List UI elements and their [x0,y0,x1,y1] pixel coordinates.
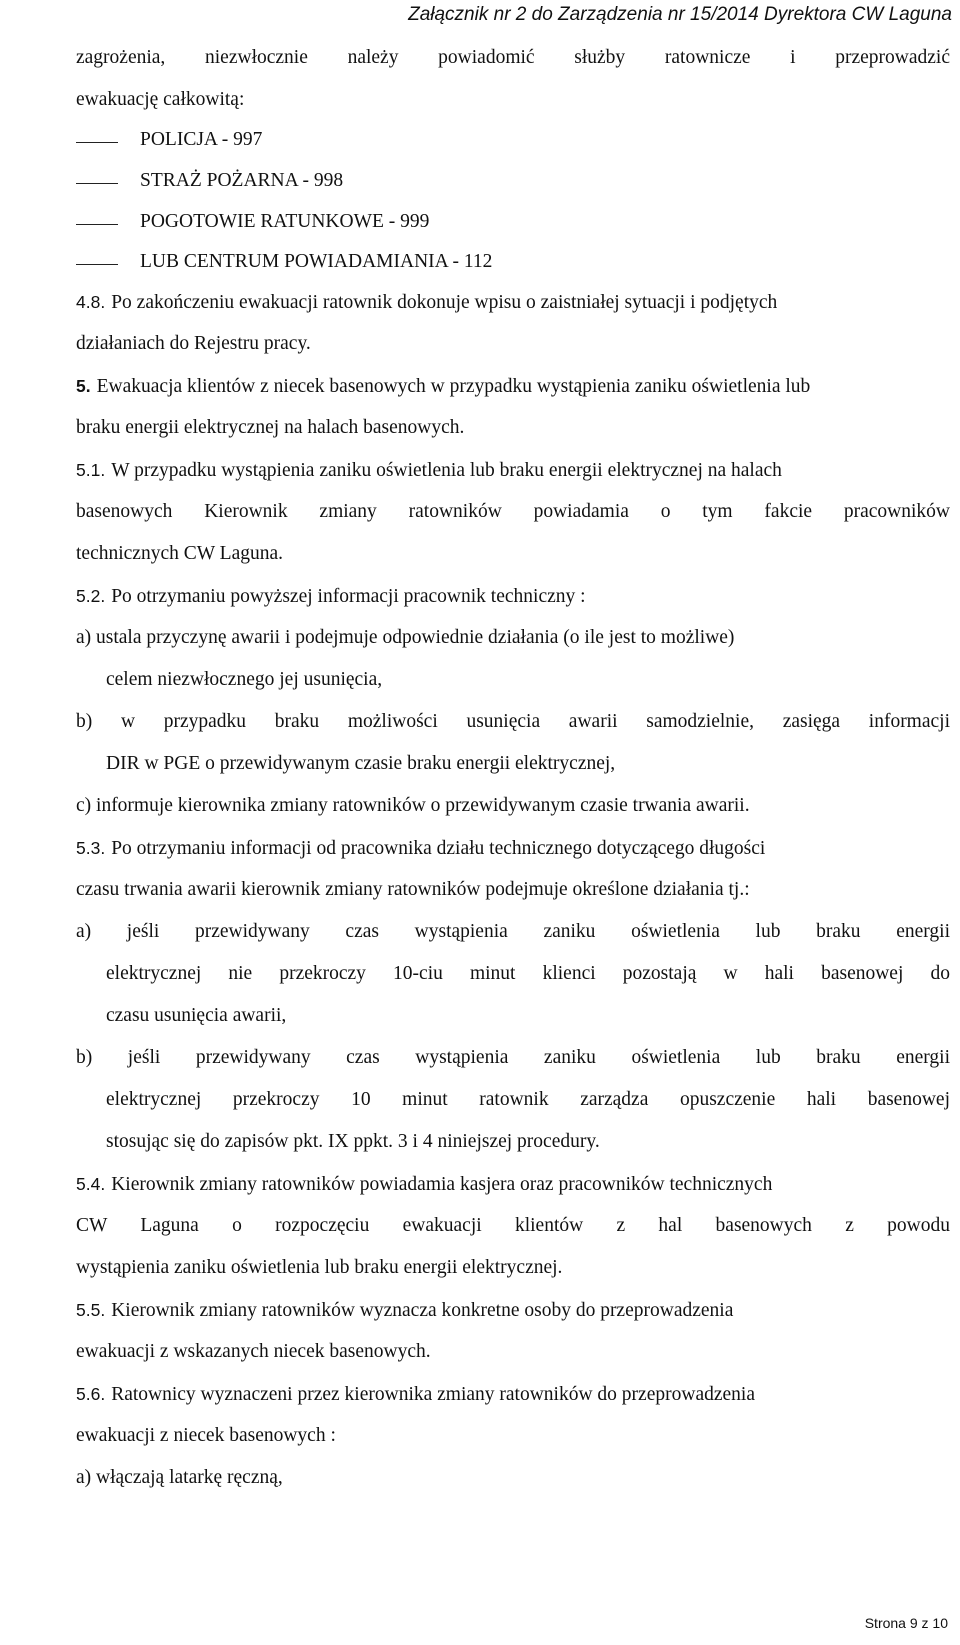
section-5-line-2: braku energii elektrycznej na halach basenowych. [76,417,465,438]
list-dash [76,142,118,143]
section-text: Po otrzymaniu informacji od pracownika działu technicznego dotyczącego długości [111,838,766,859]
section-text: Ratownicy wyznaczeni przez kierownika zmiany ratowników do przeprowadzenia [111,1384,755,1405]
section-4-8-line-2: działaniach do Rejestru pracy. [76,333,311,354]
section-5-3-line-2: czasu trwania awarii kierownik zmiany ratowników podejmuje określone działania tj.: [76,879,750,900]
contact-police: POLICJA - 997 [140,129,263,150]
section-number: 5.3. [76,838,106,858]
section-5-3-b-line-3: stosując się do zapisów pkt. IX ppkt. 3 i 4 niniejszej procedury. [106,1131,600,1152]
section-5-1-line-3: technicznych CW Laguna. [76,543,284,564]
section-5-3-a-line-1: a) jeśli przewidywany czas wystąpienia zaniku oświetlenia lub braku energii [76,921,950,942]
section-5-4-line-2: CW Laguna o rozpoczęciu ewakuacji klientów z hal basenowych z powodu [76,1215,950,1236]
section-text: Ewakuacja klientów z niecek basenowych w przypadku wystąpienia zaniku oświetlenia lub [96,376,811,397]
section-number: 5. [76,376,91,396]
section-5-2-a-line-2: celem niezwłocznego jej usunięcia, [106,669,383,690]
section-number: 5.2. [76,586,106,606]
section-text: Kierownik zmiany ratowników powiadamia kasjera oraz pracowników technicznych [111,1174,773,1195]
section-5-5-line-2: ewakuacji z wskazanych niecek basenowych. [76,1341,431,1362]
section-5-6-line-2: ewakuacji z niecek basenowych : [76,1425,336,1446]
section-5-1-line-2: basenowych Kierownik zmiany ratowników powiadamia o tym fakcie pracowników [76,501,950,522]
section-5-2-b-line-1: b) w przypadku braku możliwości usunięcia awarii samodzielnie, zasięga informacji [76,711,950,732]
intro-line-2: ewakuację całkowitą: [76,89,245,110]
section-5-3-b-line-2: elektrycznej przekroczy 10 minut ratownik zarządza opuszczenie hali basenowej [106,1089,950,1110]
section-5-4-line-1 [76,1172,950,1197]
section-5-4-line-3: wystąpienia zaniku oświetlenia lub braku energii elektrycznej. [76,1257,563,1278]
list-dash [76,264,118,265]
section-4-8-line-1 [76,290,950,315]
contact-112: LUB CENTRUM POWIADAMIANIA - 112 [140,251,493,272]
page-number: Strona 9 z 10 [864,1615,948,1631]
section-5-6-a-line-1: a) włączają latarkę ręczną, [76,1467,283,1488]
section-number: 5.4. [76,1174,106,1194]
section-5-2-b-line-2: DIR w PGE o przewidywanym czasie braku energii elektrycznej, [106,753,616,774]
section-number: 5.6. [76,1384,106,1404]
section-5-3-a-line-3: czasu usunięcia awarii, [106,1005,287,1026]
section-text: Po zakończeniu ewakuacji ratownik dokonuje wpisu o zaistniałej sytuacji i podjętych [111,292,778,313]
section-5-2-line-1 [76,584,950,609]
section-text: W przypadku wystąpienia zaniku oświetlenia lub braku energii elektrycznej na halach [111,460,782,481]
contact-fire: STRAŻ POŻARNA - 998 [140,170,344,191]
intro-line-1: zagrożenia, niezwłocznie należy powiadomić służby ratownicze i przeprowadzić [76,47,950,68]
document-header: Załącznik nr 2 do Zarządzenia nr 15/2014 Dyrektora CW Laguna [408,4,952,25]
section-5-2-c-line-1: c) informuje kierownika zmiany ratowników o przewidywanym czasie trwania awarii. [76,795,750,816]
list-dash [76,183,118,184]
section-5-line-1 [76,374,950,399]
section-5-6-line-1 [76,1382,950,1407]
section-5-3-b-line-1: b) jeśli przewidywany czas wystąpienia zaniku oświetlenia lub braku energii [76,1047,950,1068]
section-5-2-a-line-1: a) ustala przyczynę awarii i podejmuje odpowiednie działania (o ile jest to możliwe) [76,627,735,648]
contact-ambulance: POGOTOWIE RATUNKOWE - 999 [140,211,430,232]
section-number: 4.8. [76,292,106,312]
list-dash [76,224,118,225]
section-number: 5.5. [76,1300,106,1320]
section-number: 5.1. [76,460,106,480]
section-text: Kierownik zmiany ratowników wyznacza konkretne osoby do przeprowadzenia [111,1300,734,1321]
section-5-3-line-1 [76,836,950,861]
section-text: Po otrzymaniu powyższej informacji pracownik techniczny : [111,586,586,607]
section-5-5-line-1 [76,1298,950,1323]
section-5-3-a-line-2: elektrycznej nie przekroczy 10-ciu minut klienci pozostają w hali basenowej do [106,963,950,984]
section-5-1-line-1 [76,458,950,483]
